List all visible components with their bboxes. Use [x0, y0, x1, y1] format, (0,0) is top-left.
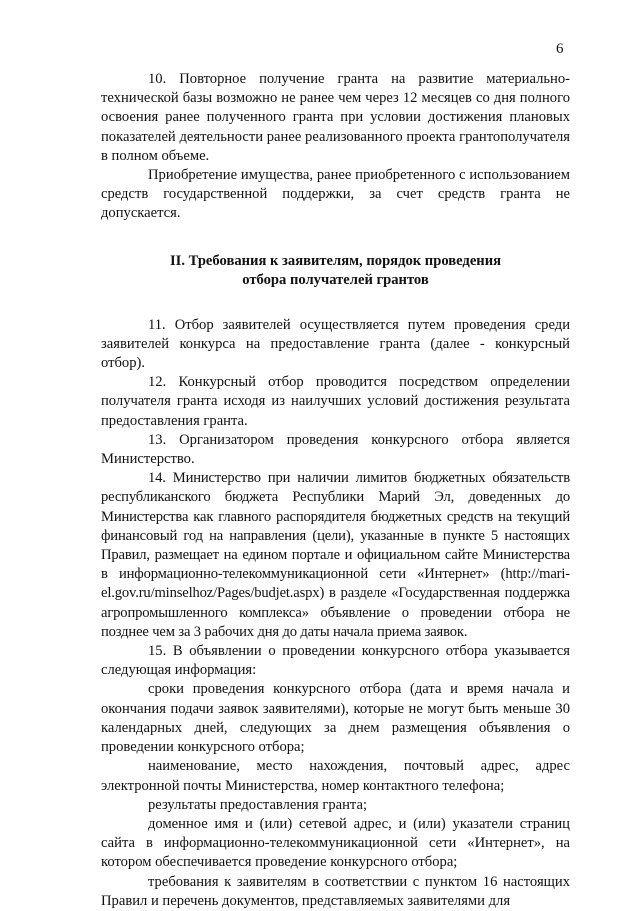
paragraph-13: 13. Организатором проведения конкурсного отбора является Министерство.	[101, 431, 570, 468]
paragraph-10-continued: Приобретение имущества, ранее приобретенного с использованием средств государственной поддержки, за счет средств гранта не допускается.	[101, 167, 570, 222]
list-item-deadlines: сроки проведения конкурсного отбора (дата и время начала и окончания подачи заявок заявителями), которые не могут быть меньше 30 календарных дней, следующих за днем размещения объявления о проведении конкурсного отбора;	[101, 681, 570, 756]
list-item-website: доменное имя и (или) сетевой адрес, и (или) указатели страниц сайта в информационно-телекоммуникационной сети «Интернет», на котором обеспечивается проведение конкурсного отбора;	[101, 815, 570, 871]
section-heading-line-2: отбора получателей грантов	[242, 271, 429, 288]
paragraph-14: 14. Министерство при наличии лимитов бюджетных обязательств республиканского бюджета Республики Марий Эл, доведенных до Министерства как главного распорядителя бюджетных средств на текущий финансовый год на направления (цели), указанные в пункте 5 настоящих Правил, размещает на едином портале и официальном сайте Министерства в информационно-телекоммуникационной сети «Интернет» (http://mari-el.gov.ru/minselhoz/Pages/budjet.aspx) в разделе «Государственная поддержка агропромышленного комплекса» объявление о проведении отбора не позднее чем за 3 рабочих дня до даты начала приема заявок.	[101, 470, 570, 640]
list-item-applicant-requirements: требования к заявителям в соответствии с пунктом 16 настоящих Правил и перечень документов, представляемых заявителями для	[101, 873, 570, 909]
section-heading	[101, 252, 570, 290]
section-heading-line-1: II. Требования к заявителям, порядок проведения	[169, 252, 502, 269]
paragraph-11: 11. Отбор заявителей осуществляется путем проведения среди заявителей конкурса на предоставление гранта (далее - конкурсный отбор).	[101, 316, 570, 372]
list-item-ministry-contacts: наименование, место нахождения, почтовый адрес, адрес электронной почты Министерства, номер контактного телефона;	[101, 758, 570, 794]
document-body	[101, 70, 570, 911]
paragraph-15: 15. В объявлении о проведении конкурсного отбора указывается следующая информация:	[101, 643, 570, 679]
list-item-grant-results: результаты предоставления гранта;	[148, 796, 368, 813]
paragraph-10: 10. Повторное получение гранта на развитие материально-технической базы возможно не ранее чем через 12 месяцев со дня полного освоения ранее полученного гранта при условии достижения плановых показателей деятельности ранее реализованного проекта грантополучателя в полном объеме.	[101, 71, 570, 164]
paragraph-12: 12. Конкурсный отбор проводится посредством определении получателя гранта исходя из наилучших условий достижения результата предоставления гранта.	[101, 374, 570, 429]
page-number: 6	[556, 41, 564, 57]
